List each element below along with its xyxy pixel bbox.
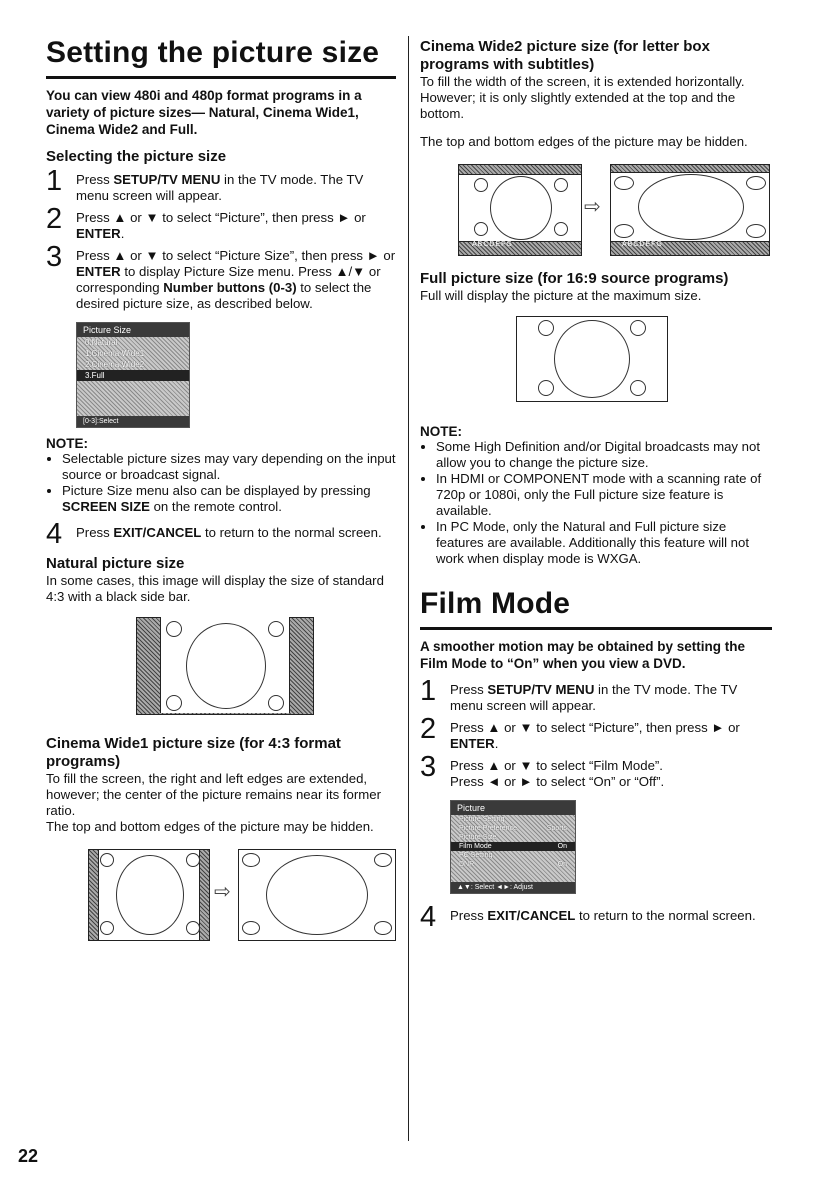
step-2: 2 Press ▲ or ▼ to select “Picture”, then press ► or ENTER.: [46, 203, 366, 241]
selecting-heading: Selecting the picture size: [46, 148, 227, 165]
menu-row: PC Setting: [459, 852, 493, 859]
step-1: 1 Press SETUP/TV MENU in the TV mode. The TV menu screen will appear.: [46, 165, 364, 203]
note-item: • Selectable picture sizes may vary depending on the input source or broadcast signal.: [62, 451, 396, 483]
column-divider: [408, 36, 409, 1141]
note-item: • In PC Mode, only the Natural and Full picture size features are available. Additionally this feature will not work when display mode is WXGA.: [436, 519, 772, 567]
subtitle-text: ABCDEFG: [622, 241, 663, 248]
picture-size-menu: Picture Size 0.Natural 1.Cinema Wide1 2.Cinema Wide2 3.Full [0-3]:Select: [76, 322, 190, 428]
menu-option-cinema-wide2: 2.Cinema Wide2: [85, 360, 145, 369]
film-mode-intro: A smoother motion may be obtained by setting the Film Mode to “On” when you view a DVD.: [420, 639, 746, 671]
page-title: Setting the picture size: [46, 36, 380, 69]
film-mode-title: Film Mode: [420, 587, 571, 620]
menu-row: Film Mode On: [451, 842, 575, 851]
subtitle-text: ABCDEFG: [472, 241, 513, 248]
natural-text: In some cases, this image will display the size of standard 4:3 with a black side bar.: [46, 573, 384, 604]
film-mode-rule: [420, 627, 772, 630]
menu-option-full: 3.Full: [77, 370, 189, 381]
step-4: 4 Press EXIT/CANCEL to return to the normal screen.: [46, 518, 382, 550]
note-item: • In HDMI or COMPONENT mode with a scanning rate of 720p or 1080i, only the Full picture size feature is available.: [436, 471, 772, 519]
right-column: [420, 38, 772, 933]
step-3: 3 Press ▲ or ▼ to select “Picture Size”, then press ► or ENTER to display Picture Size menu. Press ▲/▼ or corresponding Number buttons (0-3) to select the desired picture size, as described below.: [46, 241, 396, 311]
full-text: Full will display the picture at the maximum size.: [420, 288, 702, 303]
cinema-wide2-text2: The top and bottom edges of the picture may be hidden.: [420, 134, 748, 149]
full-heading: Full picture size (for 16:9 source programs): [420, 270, 729, 287]
note-heading: NOTE:: [46, 436, 88, 451]
note-list: [420, 439, 772, 567]
full-figure: [420, 316, 772, 406]
menu-row: DNR On: [459, 861, 567, 868]
note-list: [46, 451, 396, 515]
menu-option-natural: 0.Natural: [85, 338, 118, 347]
natural-heading: Natural picture size: [46, 555, 185, 572]
menu-row: Picture Preference Sports: [459, 825, 567, 832]
cinema-wide2-heading: Cinema Wide2 picture size (for letter box programs with subtitles): [420, 38, 710, 73]
natural-figure: [46, 617, 396, 721]
film-step-3: 3 Press ▲ or ▼ to select “Film Mode”. Press ◄ or ► to select “On” or “Off”.: [420, 751, 665, 789]
note-item: • Some High Definition and/or Digital broadcasts may not allow you to change the picture size.: [436, 439, 772, 471]
cinema-wide1-text2: however; the center of the picture remains near its former ratio.: [46, 787, 381, 818]
cinema-wide1-heading: Cinema Wide1 picture size (for 4:3 format programs): [46, 735, 341, 770]
cinema-wide1-figure: [46, 849, 396, 945]
menu-row: Picture Setting: [459, 816, 505, 823]
left-column: [46, 30, 396, 945]
menu-row: Picture Size: [459, 834, 497, 841]
arrow-icon: ⇨: [584, 196, 601, 218]
intro-text: You can view 480i and 480p format programs in a variety of picture sizes— Natural, Cinema Wide1, Cinema Wide2 and Full.: [46, 88, 362, 137]
cinema-wide2-text1: To fill the width of the screen, it is extended horizontally. However; it is only slightly extended at the top and the bottom.: [420, 74, 745, 121]
film-step-1: 1 Press SETUP/TV MENU in the TV mode. The TV menu screen will appear.: [420, 675, 738, 713]
cinema-wide1-text3: The top and bottom edges of the picture may be hidden.: [46, 819, 374, 834]
film-mode-menu: Picture Picture Setting Picture Preference Sports Picture Size Film Mode On PC Setting DNR On ▲▼: Select ◄►: Adjust: [450, 800, 576, 894]
film-step-4: 4 Press EXIT/CANCEL to return to the normal screen.: [420, 901, 756, 933]
note-item: • Picture Size menu also can be displayed by pressing SCREEN SIZE on the remote control.: [62, 483, 396, 515]
title-rule: [46, 76, 396, 79]
note-heading: NOTE:: [420, 424, 462, 439]
film-step-2: 2 Press ▲ or ▼ to select “Picture”, then press ► or ENTER.: [420, 713, 740, 751]
arrow-icon: ⇨: [214, 881, 231, 903]
menu-option-cinema-wide1: 1.Cinema Wide1: [85, 349, 145, 358]
cinema-wide1-text1: To fill the screen, the right and left edges are extended,: [46, 771, 368, 786]
cinema-wide2-figure: [420, 164, 772, 260]
page-number: 22: [18, 1146, 39, 1166]
